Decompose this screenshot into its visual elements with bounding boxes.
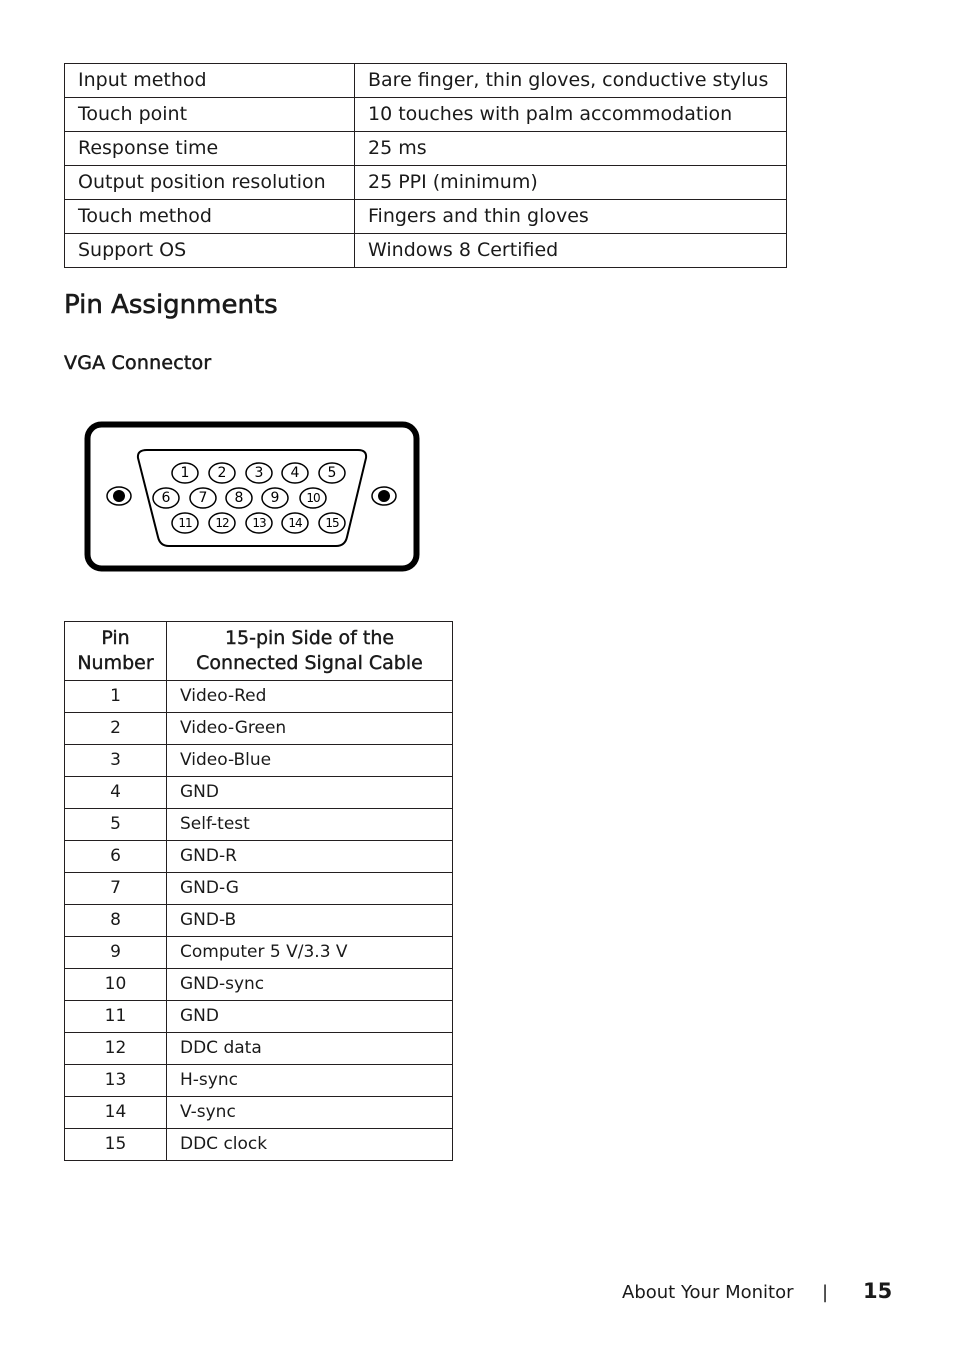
table-row xyxy=(65,745,453,777)
specifications-table xyxy=(64,63,787,268)
pin-assignment-table xyxy=(64,621,453,1161)
pin-number-cell: 9 xyxy=(65,937,167,969)
table-row xyxy=(65,98,787,132)
pin-label: 11 xyxy=(178,516,192,530)
pin-number-cell: 13 xyxy=(65,1065,167,1097)
header-text: Connected Signal Cable xyxy=(196,652,423,674)
table-row xyxy=(65,713,453,745)
pin-number-cell: 2 xyxy=(65,713,167,745)
spec-value: 25 ms xyxy=(355,132,787,166)
table-row xyxy=(65,969,453,1001)
table-row xyxy=(65,1097,453,1129)
spec-value: 25 PPI (minimum) xyxy=(355,166,787,200)
table-row xyxy=(65,1065,453,1097)
pin-label: 15 xyxy=(325,516,339,530)
table-header-row xyxy=(65,622,453,681)
pin-number-cell: 14 xyxy=(65,1097,167,1129)
spec-value: Fingers and thin gloves xyxy=(355,200,787,234)
mounting-screw-left xyxy=(107,487,131,505)
footer-divider: | xyxy=(822,1282,829,1303)
spec-label: Output position resolution xyxy=(65,166,355,200)
pin-label: 13 xyxy=(252,516,266,530)
pin-signal-cell: GND-sync xyxy=(167,969,453,1001)
pin-label: 8 xyxy=(234,490,244,506)
vga-connector-diagram xyxy=(84,421,420,572)
pin-signal-cell: GND-R xyxy=(167,841,453,873)
spec-value: Bare finger, thin gloves, conductive stylus xyxy=(355,64,787,98)
pin-signal-cell: Computer 5 V/3.3 V xyxy=(167,937,453,969)
table-row xyxy=(65,1001,453,1033)
pin-label: 12 xyxy=(215,516,229,530)
pin-number-cell: 15 xyxy=(65,1129,167,1161)
pin-number-cell: 10 xyxy=(65,969,167,1001)
pin-signal-cell: Video-Red xyxy=(167,681,453,713)
table-row xyxy=(65,234,787,268)
pin-signal-cell: DDC clock xyxy=(167,1129,453,1161)
table-row xyxy=(65,809,453,841)
pin-signal-cell: Self-test xyxy=(167,809,453,841)
spec-label: Touch method xyxy=(65,200,355,234)
table-row xyxy=(65,200,787,234)
spec-label: Response time xyxy=(65,132,355,166)
pin-number-cell: 5 xyxy=(65,809,167,841)
header-text: 15-pin Side of the xyxy=(224,627,395,649)
pin-label: 6 xyxy=(161,490,171,506)
pin-signal-cell: Video-Green xyxy=(167,713,453,745)
column-header-pin-number xyxy=(65,622,167,681)
pin-signal-cell: V-sync xyxy=(167,1097,453,1129)
spec-label: Touch point xyxy=(65,98,355,132)
mounting-screw-right xyxy=(372,487,396,505)
pin-signal-cell: GND-G xyxy=(167,873,453,905)
table-row xyxy=(65,1033,453,1065)
subsection-title: VGA Connector xyxy=(64,352,212,374)
header-text: Pin xyxy=(101,627,130,649)
table-row xyxy=(65,841,453,873)
table-row xyxy=(65,777,453,809)
pin-number-cell: 12 xyxy=(65,1033,167,1065)
pin-number-cell: 3 xyxy=(65,745,167,777)
pin-label: 7 xyxy=(198,490,208,506)
table-row xyxy=(65,905,453,937)
pin-signal-cell: H-sync xyxy=(167,1065,453,1097)
table-row xyxy=(65,1129,453,1161)
footer-section-name: About Your Monitor xyxy=(622,1282,794,1303)
section-title: Pin Assignments xyxy=(64,290,278,320)
pin-signal-cell: GND xyxy=(167,777,453,809)
spec-value: Windows 8 Certified xyxy=(355,234,787,268)
spec-value: 10 touches with palm accommodation xyxy=(355,98,787,132)
pin-signal-cell: Video-Blue xyxy=(167,745,453,777)
pin-number-cell: 4 xyxy=(65,777,167,809)
pin-label: 2 xyxy=(217,465,227,481)
pin-signal-cell: GND-B xyxy=(167,905,453,937)
pin-number-cell: 11 xyxy=(65,1001,167,1033)
table-row xyxy=(65,937,453,969)
pin-label: 3 xyxy=(254,465,264,481)
pin-number-cell: 8 xyxy=(65,905,167,937)
table-row xyxy=(65,681,453,713)
pin-label: 1 xyxy=(180,465,190,481)
pin-label: 9 xyxy=(270,490,280,506)
pin-signal-cell: DDC data xyxy=(167,1033,453,1065)
table-row xyxy=(65,64,787,98)
pin-number-cell: 7 xyxy=(65,873,167,905)
spec-label: Input method xyxy=(65,64,355,98)
pin-label: 14 xyxy=(288,516,302,530)
table-row xyxy=(65,132,787,166)
pin-label: 5 xyxy=(327,465,337,481)
page-number: 15 xyxy=(863,1279,893,1303)
pin-number-cell: 6 xyxy=(65,841,167,873)
pin-label: 10 xyxy=(306,491,320,505)
pin-signal-cell: GND xyxy=(167,1001,453,1033)
header-text: Number xyxy=(77,652,154,674)
spec-label: Support OS xyxy=(65,234,355,268)
pin-number-cell: 1 xyxy=(65,681,167,713)
column-header-signal xyxy=(167,622,453,681)
table-row xyxy=(65,873,453,905)
pin-label: 4 xyxy=(290,465,300,481)
table-row xyxy=(65,166,787,200)
